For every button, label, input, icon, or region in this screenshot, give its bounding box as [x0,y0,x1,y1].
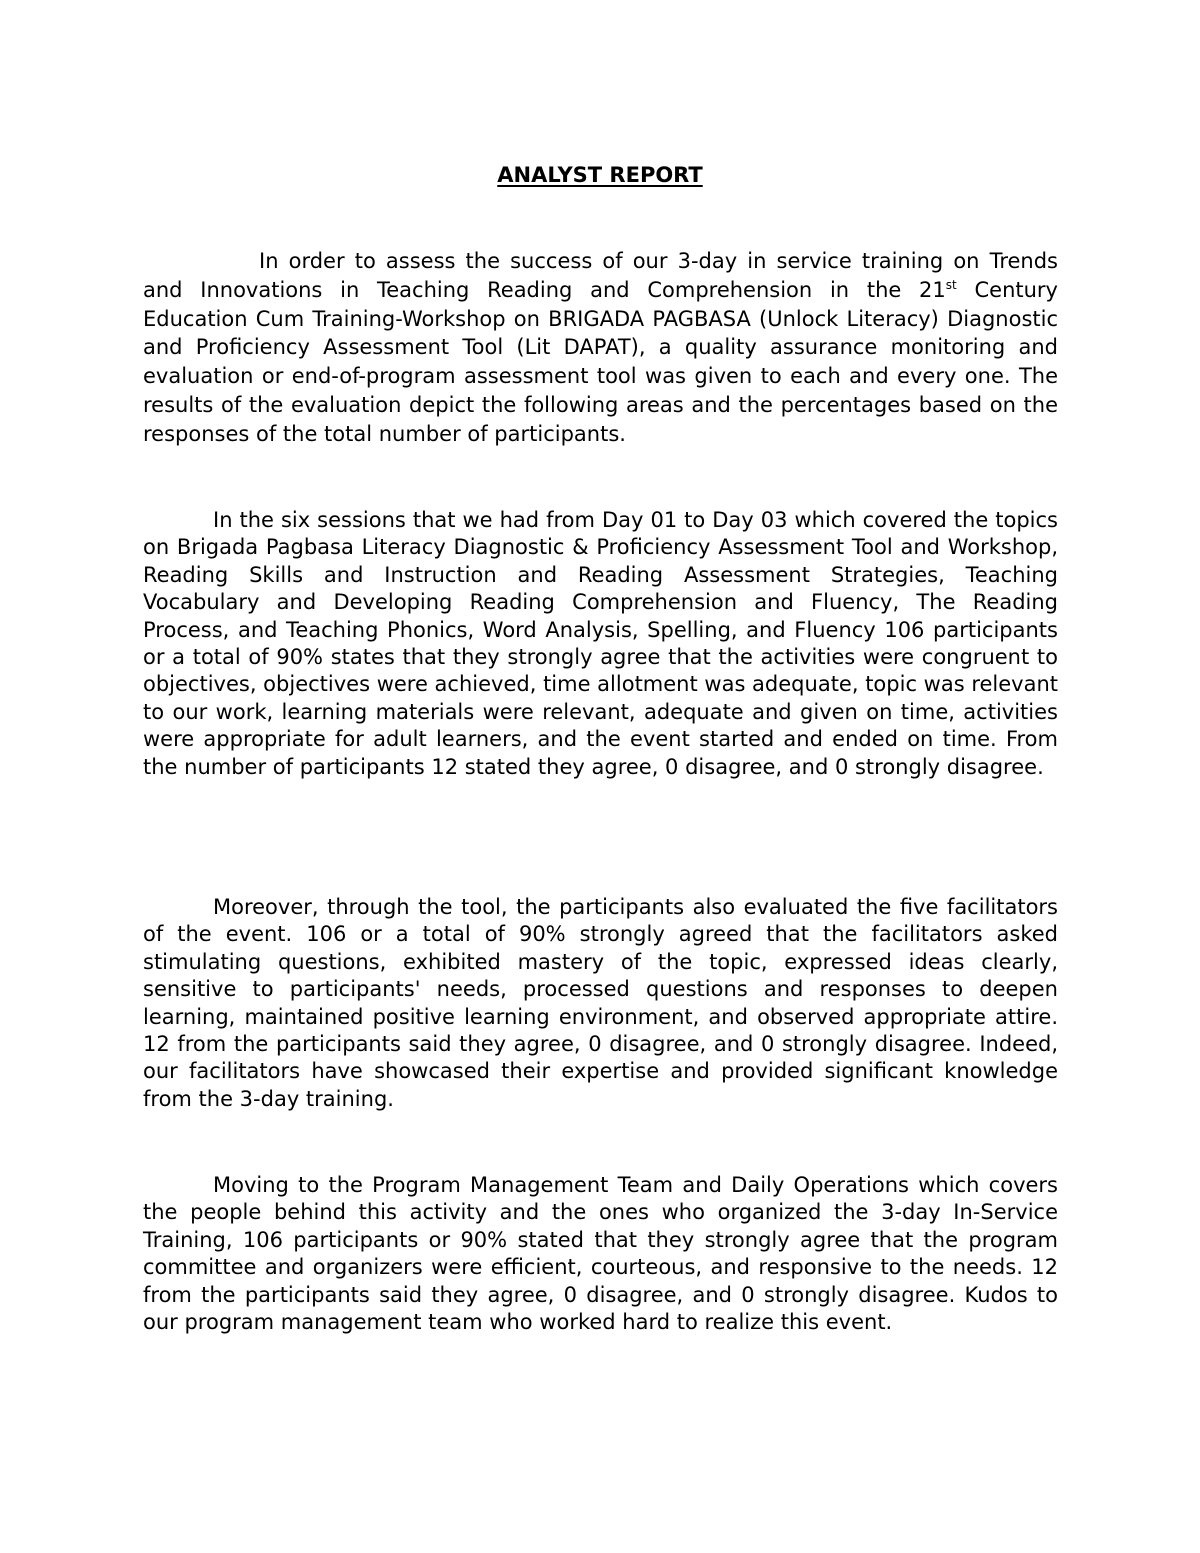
paragraph-intro-text-b: Century Education Cum Training-Workshop on BRIGADA PAGBASA (Unlock Literacy) Diagnostic and Proficiency Assessment Tool (Lit DAPAT), a quality assurance monitoring and evaluation or end-of-program assessment tool was given to each and every one. The results of the evaluation depict the following areas and the percentages based on the responses of the total number of participants. [143,277,1058,446]
paragraph-sessions: In the six sessions that we had from Day 01 to Day 03 which covered the topics on Brigada Pagbasa Literacy Diagnostic & Proficiency Assessment Tool and Workshop, Reading Skills and Instruction and Reading Assessment Strategies, Teaching Vocabulary and Developing Reading Comprehension and Fluency, The Reading Process, and Teaching Phonics, Word Analysis, Spelling, and Fluency 106 participants or a total of 90% states that they strongly agree that the activities were congruent to objectives, objectives were achieved, time allotment was adequate, topic was relevant to our work, learning materials were relevant, adequate and given on time, activities were appropriate for adult learners, and the event started and ended on time. From the number of participants 12 stated they agree, 0 disagree, and 0 strongly disagree. [143,508,1059,779]
paragraph-intro-text-a: In order to assess the success of our 3-day in service training on Trends and Innovations in Teaching Reading and Comprehension in the 21 [143,249,1058,302]
paragraph-program-management: Moving to the Program Management Team and Daily Operations which covers the people behind this activity and the ones who organized the 3-day In-Service Training, 106 participants or 90% stated that they strongly agree that the program committee and organizers were efficient, courteous, and responsive to the needs. 12 from the participants said they agree, 0 disagree, and 0 strongly disagree. Kudos to our program management team who worked hard to realize this event. [143,1173,1058,1335]
report-title: ANALYST REPORT [497,163,703,187]
paragraph-facilitators: Moreover, through the tool, the participants also evaluated the five facilitators of the event. 106 or a total of 90% strongly agreed that the facilitators asked stimulating questions, exhibited mastery of the topic, expressed ideas clearly, sensitive to participants' needs, processed questions and responses to deepen learning, maintained positive learning environment, and observed appropriate attire. 12 from the participants said they agree, 0 disagree, and 0 strongly disagree. Indeed, our facilitators have showcased their expertise and provided significant knowledge from the 3-day training. [143,895,1058,1111]
paragraph-intro [143,247,1058,449]
ordinal-superscript: st [945,277,957,292]
